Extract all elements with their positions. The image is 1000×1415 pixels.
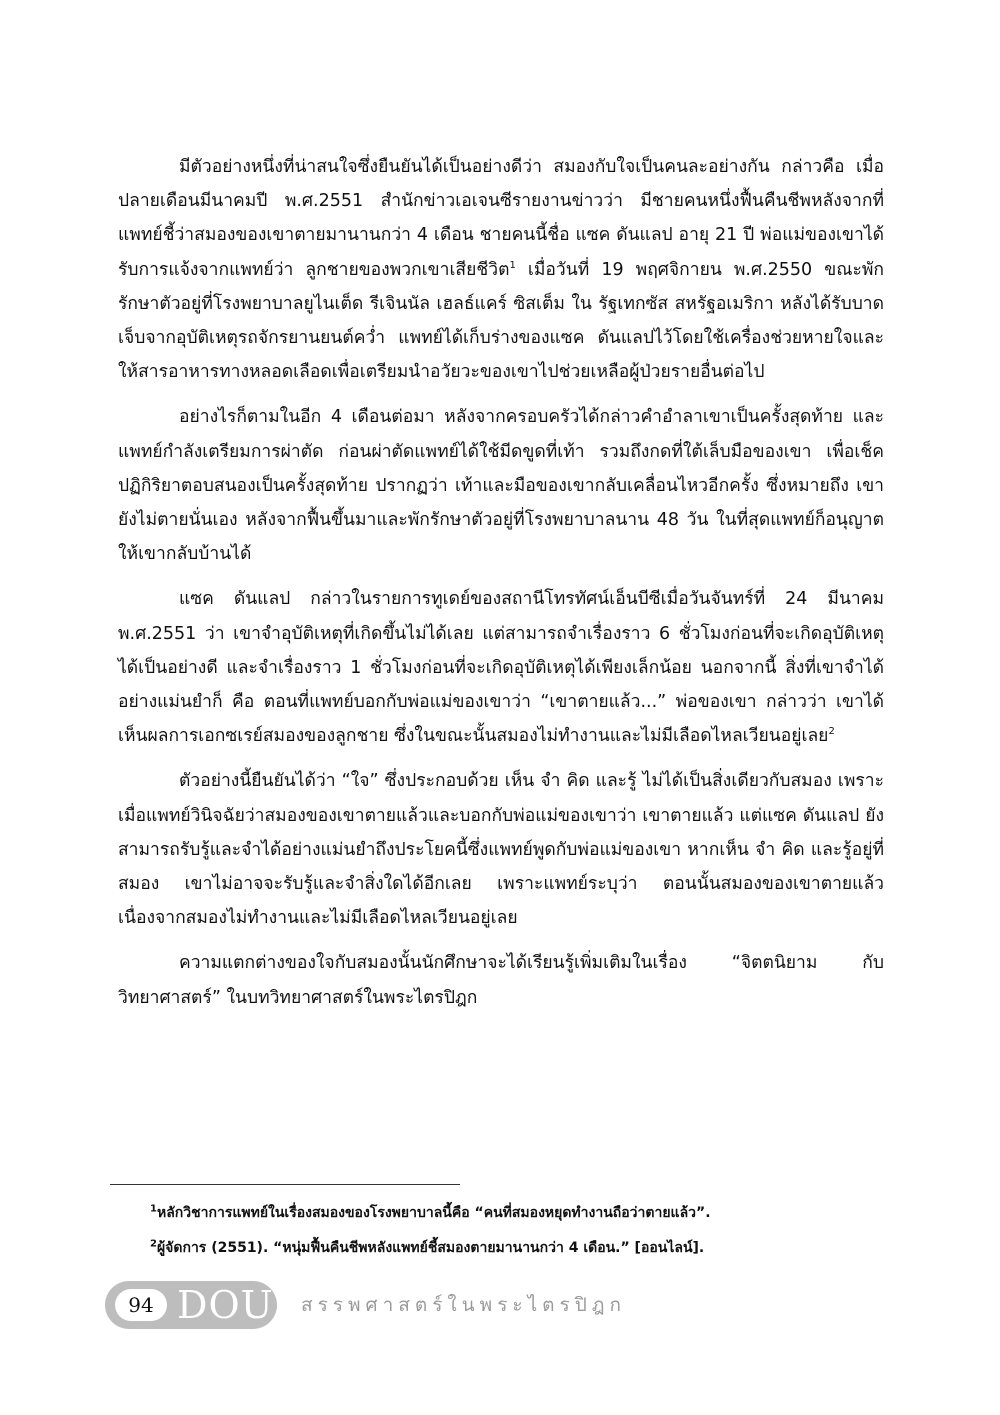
footnote-1: $^1$หลักวิชาการแพทย์ในเรื่องสมองของโรงพยาบาลนี้คือ “คนที่สมองหยุดทำงานถือว่าตายแล้ว”. (150, 1203, 711, 1221)
footnote-marker: 2 (150, 1238, 157, 1250)
paragraph-2: อย่างไรก็ตามในอีก 4 เดือนต่อมา หลังจากครอบครัวได้กล่าวคำอำลาเขาเป็นครั้งสุดท้าย และแพทย์กำลังเตรียมการผ่าตัด ก่อนผ่าตัดแพทย์ได้ใช้มีดขูดที่เท้า รวมถึงกดที่ใต้เล็บมือของเขา เพื่อเช็คปฏิกิริยาตอบสนองเป็นครั้งสุดท้าย ปรากฏว่า เท้าและมือของเขากลับเคลื่อนไหวอีกครั้ง ซึ่งหมายถึง เขายังไม่ตายนั่นเอง หลังจากฟื้นขึ้นมาและพักรักษาตัวอยู่ที่โรงพยาบาลนาน 48 วัน ในที่สุดแพทย์ก็อนุญาตให้เขากลับบ้านได้ (118, 407, 884, 565)
book-title: สรรพศาสตร์ในพระไตรปิฎก (301, 1294, 627, 1316)
footnote-divider (110, 1184, 460, 1185)
page-footer (105, 1281, 665, 1331)
footnotes (150, 1202, 910, 1272)
paragraph-4: ตัวอย่างนี้ยืนยันได้ว่า “ใจ” ซึ่งประกอบด้วย เห็น จำ คิด และรู้ ไม่ได้เป็นสิ่งเดียวกับสมอง เพราะเมื่อแพทย์วินิจฉัยว่าสมองของเขาตายแล้วและบอกกับพ่อแม่ของเขาว่า เขาตายแล้ว แต่แซค ดันแลป ยังสามารถรับรู้และจำได้อย่างแม่นยำถึงประโยคนี้ซึ่งแพทย์พูดกับพ่อแม่ของเขา หากเห็น จำ คิด และรู้อยู่ที่สมอง เขาไม่อาจจะรับรู้และจำสิ่งใดได้อีกเลย เพราะแพทย์ระบุว่า ตอนนั้นสมองของเขาตายแล้วเนื่องจากสมองไม่ทำงานและไม่มีเลือดไหลเวียนอยู่เลย (118, 771, 884, 929)
paragraph-3: แซค ดันแลป กล่าวในรายการทูเดย์ของสถานีโทรทัศน์เอ็นบีซีเมื่อวันจันทร์ที่ 24 มีนาคม พ.ศ.2551 ว่า เขาจำอุบัติเหตุที่เกิดขึ้นไม่ได้เลย แต่สามารถจำเรื่องราว 6 ชั่วโมงก่อนที่จะเกิดอุบัติเหตุได้เป็นอย่างดี และจำเรื่องราว 1 ชั่วโมงก่อนที่จะเกิดอุบัติเหตุได้เพียงเล็กน้อย นอกจากนี้ สิ่งที่เขาจำได้อย่างแม่นยำก็ คือ ตอนที่แพทย์บอกกับพ่อแม่ของเขาว่า “เขาตายแล้ว...” พ่อของเขา กล่าวว่า เขาได้เห็นผลการเอกซเรย์สมองของลูกชาย ซึ่งในขณะนั้นสมองไม่ทำงานและไม่มีเลือดไหลเวียนอยู่เลย$^2$ (118, 589, 884, 747)
paragraph-1: มีตัวอย่างหนึ่งที่น่าสนใจซึ่งยืนยันได้เป็นอย่างดีว่า สมองกับใจเป็นคนละอย่างกัน กล่าวคือ เมื่อปลายเดือนมีนาคมปี พ.ศ.2551 สำนักข่าวเอเจนซีรายงานข่าวว่า มีชายคนหนึ่งฟื้นคืนชีพหลังจากที่แพทย์ชี้ว่าสมองของเขาตายมานานกว่า 4 เดือน ชายคนนี้ชื่อ แซค ดันแลป อายุ 21 ปี พ่อแม่ของเขาได้รับการแจ้งจากแพทย์ว่า ลูกชายของพวกเขาเสียชีวิต$^1$ เมื่อวันที่ 19 พฤศจิกายน พ.ศ.2550 ขณะพักรักษาตัวอยู่ที่โรงพยาบาลยูไนเต็ด รีเจินนัล เฮลธ์แคร์ ซิสเต็ม ใน รัฐเทกซัส สหรัฐอเมริกา หลังได้รับบาดเจ็บจากอุบัติเหตุรถจักรยานยนต์คว่ำ แพทย์ได้เก็บร่างของแซค ดันแลปไว้โดยใช้เครื่องช่วยหายใจและให้สารอาหารทางหลอดเลือดเพื่อเตรียมนำอวัยวะของเขาไปช่วยเหลือผู้ป่วยรายอื่นต่อไป (118, 157, 884, 383)
footer-badge (105, 1281, 277, 1329)
body-text (118, 150, 884, 1026)
paragraph-5: ความแตกต่างของใจกับสมองนั้นนักศึกษาจะได้เรียนรู้เพิ่มเติมในเรื่อง “จิตตนิยาม กับวิทยาศาสตร์” ในบทวิทยาศาสตร์ในพระไตรปิฎก (118, 953, 884, 1008)
page-number: 94 (115, 1289, 167, 1321)
footnote-ref-1[interactable]: 1 (509, 259, 516, 271)
footnote-ref-2[interactable]: 2 (828, 726, 835, 738)
footnote-2: $^2$ผู้จัดการ (2551). “หนุ่มฟื้นคืนชีพหลังแพทย์ชี้สมองตายมานานกว่า 4 เดือน.” [ออนไลน์]. (150, 1238, 705, 1256)
brand-logo: DOU (177, 1283, 274, 1327)
footnote-marker: 1 (150, 1203, 157, 1215)
